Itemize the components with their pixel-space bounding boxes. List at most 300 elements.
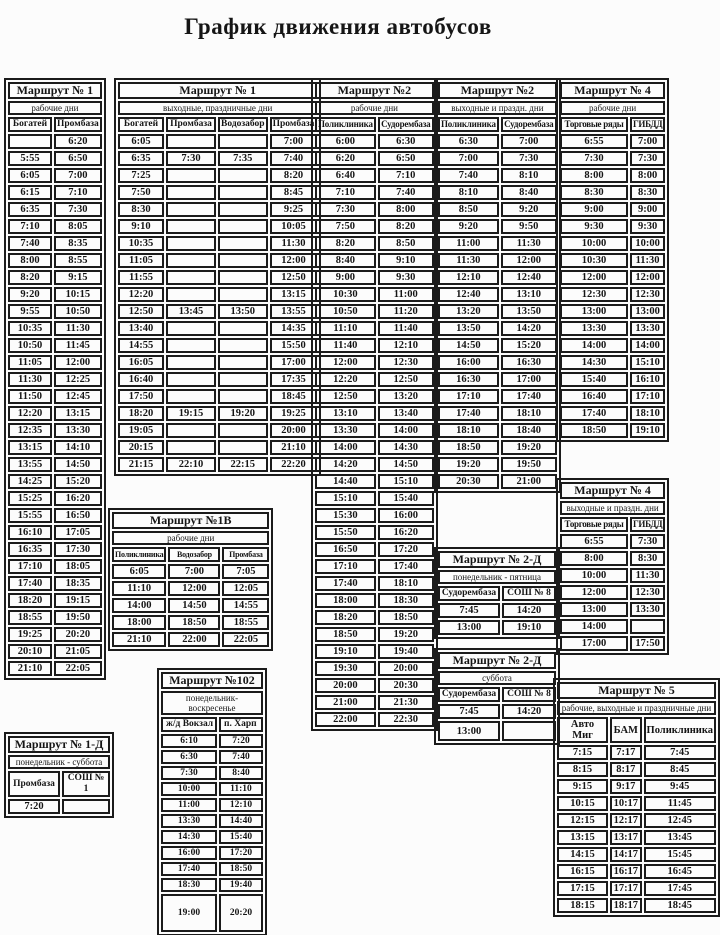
time-cell <box>166 134 216 149</box>
table-row <box>118 321 317 336</box>
table-row <box>315 457 434 472</box>
time-cell: 6:35 <box>118 151 164 166</box>
time-cell: 10:35 <box>8 321 52 336</box>
time-cell: 15:40 <box>378 491 434 506</box>
column-header: Поликлиника <box>112 547 166 562</box>
time-cell: 19:10 <box>502 620 556 635</box>
column-header: Поликлиника <box>438 117 499 132</box>
table-row <box>8 799 110 814</box>
time-cell: 11:10 <box>219 782 263 796</box>
time-cell: 12:00 <box>315 355 376 370</box>
time-cell: 8:00 <box>378 202 434 217</box>
time-cell <box>166 372 216 387</box>
time-cell <box>218 185 268 200</box>
time-cell: 14:20 <box>315 457 376 472</box>
table-row <box>8 593 102 608</box>
time-cell: 16:00 <box>438 355 499 370</box>
time-cell: 15:50 <box>315 525 376 540</box>
time-cell: 10:00 <box>560 568 628 583</box>
time-cell: 12:45 <box>54 389 102 404</box>
time-cell: 7:10 <box>378 168 434 183</box>
schedule-table <box>157 668 267 935</box>
table-row <box>560 568 665 583</box>
time-cell: 14:00 <box>315 440 376 455</box>
time-cell: 13:20 <box>438 304 499 319</box>
column-header: Торговые ряды <box>560 517 628 532</box>
time-cell: 20:20 <box>54 627 102 642</box>
time-cell: 7:45 <box>644 745 716 760</box>
time-cell: 13:10 <box>315 406 376 421</box>
column-header: Торговые ряды <box>560 117 628 132</box>
table-row <box>8 406 102 421</box>
table-row <box>118 270 317 285</box>
time-cell <box>218 219 268 234</box>
table-row <box>8 644 102 659</box>
time-cell: 18:45 <box>270 389 318 404</box>
time-cell: 8:35 <box>54 236 102 251</box>
table-row <box>8 423 102 438</box>
time-cell: 8:10 <box>501 168 557 183</box>
time-cell: 18:00 <box>315 593 376 608</box>
time-cell: 15:40 <box>219 830 263 844</box>
table-subtitle: рабочие, выходные и праздничные дни <box>557 701 716 715</box>
table-row <box>8 542 102 557</box>
schedule-table <box>311 78 438 731</box>
time-cell: 9:20 <box>8 287 52 302</box>
time-cell: 7:30 <box>501 151 557 166</box>
table-row <box>315 202 434 217</box>
table-subtitle-row <box>560 501 665 515</box>
time-cell: 8:00 <box>560 551 628 566</box>
time-cell: 16:35 <box>8 542 52 557</box>
table-row <box>118 236 317 251</box>
table-row <box>438 389 557 404</box>
table-row <box>315 644 434 659</box>
time-cell: 12:00 <box>560 585 628 600</box>
column-header: Богатей <box>118 117 164 132</box>
time-cell: 21:15 <box>118 457 164 472</box>
time-cell: 18:45 <box>644 898 716 913</box>
table-title: Маршрут № 1 <box>118 82 317 99</box>
time-cell: 16:45 <box>644 864 716 879</box>
time-cell: 8:10 <box>438 185 499 200</box>
table-header-row <box>315 117 434 132</box>
time-cell: 8:00 <box>560 168 628 183</box>
table-row <box>8 389 102 404</box>
column-header: Судорембаза <box>438 687 500 702</box>
table-title-row <box>8 736 110 753</box>
time-cell: 14:20 <box>501 321 557 336</box>
table-row <box>8 287 102 302</box>
table-subtitle-row <box>438 570 556 584</box>
table-row <box>560 202 665 217</box>
time-cell: 12:00 <box>630 270 665 285</box>
route-4-workdays-table <box>556 78 669 442</box>
time-cell: 7:00 <box>630 134 665 149</box>
time-cell <box>166 321 216 336</box>
time-cell: 17:35 <box>270 372 318 387</box>
time-cell <box>166 423 216 438</box>
column-header: ГИБДД <box>630 517 665 532</box>
column-header: Судорембаза <box>438 586 500 601</box>
table-row <box>315 627 434 642</box>
time-cell: 13:50 <box>438 321 499 336</box>
time-cell: 10:50 <box>54 304 102 319</box>
time-cell: 22:05 <box>222 632 269 647</box>
time-cell: 14:50 <box>438 338 499 353</box>
column-header: СОШ № 8 <box>502 687 556 702</box>
table-row <box>315 610 434 625</box>
table-row <box>8 525 102 540</box>
route-1-workdays-table <box>4 78 106 680</box>
column-header: ж/д Вокзал <box>161 717 217 732</box>
table-subtitle-row <box>438 101 557 115</box>
time-cell: 17:40 <box>8 576 52 591</box>
table-header-row <box>161 717 263 732</box>
time-cell: 13:45 <box>166 304 216 319</box>
table-row <box>118 185 317 200</box>
table-row <box>438 423 557 438</box>
time-cell: 17:00 <box>501 372 557 387</box>
time-cell: 12:00 <box>560 270 628 285</box>
time-cell: 10:15 <box>557 796 608 811</box>
table-row <box>315 304 434 319</box>
time-cell: 20:30 <box>378 678 434 693</box>
table-title-row <box>315 82 434 99</box>
route-2d-mon-fri-table <box>434 547 560 639</box>
time-cell: 13:00 <box>438 620 500 635</box>
time-cell: 8:40 <box>501 185 557 200</box>
table-subtitle: суббота <box>438 671 556 685</box>
table-row <box>8 440 102 455</box>
table-row <box>438 253 557 268</box>
time-cell: 14:50 <box>168 598 220 613</box>
time-cell: 12:50 <box>315 389 376 404</box>
time-cell: 14:50 <box>54 457 102 472</box>
table-row <box>438 270 557 285</box>
time-cell: 17:00 <box>270 355 318 370</box>
table-row <box>560 534 665 549</box>
time-cell: 7:10 <box>8 219 52 234</box>
table-row <box>118 287 317 302</box>
table-row <box>8 474 102 489</box>
time-cell: 18:10 <box>630 406 665 421</box>
time-cell: 13:00 <box>560 602 628 617</box>
table-row <box>315 406 434 421</box>
time-cell: 16:15 <box>557 864 608 879</box>
table-subtitle: рабочие дни <box>560 101 665 115</box>
time-cell: 7:30 <box>166 151 216 166</box>
table-row <box>438 372 557 387</box>
table-title: Маршрут № 1 <box>8 82 102 99</box>
column-header: ГИБДД <box>630 117 665 132</box>
table-title-row <box>560 82 665 99</box>
table-row <box>8 372 102 387</box>
table-subtitle-row <box>8 101 102 115</box>
table-row <box>315 712 434 727</box>
time-cell: 12:20 <box>315 372 376 387</box>
time-cell: 14:55 <box>118 338 164 353</box>
table-row <box>161 830 263 844</box>
time-cell: 13:00 <box>438 721 500 741</box>
time-cell: 13:17 <box>610 830 641 845</box>
route-1-weekend-table <box>114 78 321 476</box>
time-cell <box>218 355 268 370</box>
time-cell: 16:40 <box>560 389 628 404</box>
column-header: Авто Миг <box>557 717 608 743</box>
time-cell: 17:05 <box>54 525 102 540</box>
time-cell: 22:30 <box>378 712 434 727</box>
schedule-table <box>553 678 720 917</box>
time-cell: 6:05 <box>112 564 166 579</box>
route-1d-mon-sat-table <box>4 732 114 818</box>
table-title-row <box>557 682 716 699</box>
time-cell: 15:10 <box>630 355 665 370</box>
time-cell: 7:00 <box>438 151 499 166</box>
time-cell <box>218 270 268 285</box>
table-row <box>315 593 434 608</box>
table-title-row <box>118 82 317 99</box>
table-header-row <box>438 586 556 601</box>
table-row <box>161 878 263 892</box>
table-title: Маршрут № 2-Д <box>438 652 556 669</box>
table-subtitle: понедельник - пятница <box>438 570 556 584</box>
table-title-row <box>560 482 665 499</box>
time-cell <box>218 236 268 251</box>
time-cell: 11:30 <box>54 321 102 336</box>
time-cell: 8:20 <box>8 270 52 285</box>
table-row <box>315 661 434 676</box>
time-cell: 9:45 <box>644 779 716 794</box>
time-cell: 14:00 <box>630 338 665 353</box>
time-cell: 15:40 <box>560 372 628 387</box>
time-cell: 7:00 <box>270 134 318 149</box>
time-cell: 17:40 <box>161 862 217 876</box>
table-row <box>315 338 434 353</box>
table-row <box>315 372 434 387</box>
time-cell: 19:25 <box>270 406 318 421</box>
table-row <box>560 134 665 149</box>
route-4-weekend-table <box>556 478 669 655</box>
time-cell: 17:10 <box>438 389 499 404</box>
table-header-row <box>118 117 317 132</box>
time-cell: 12:20 <box>118 287 164 302</box>
column-header: СОШ № 1 <box>62 771 110 797</box>
time-cell: 12:30 <box>630 585 665 600</box>
table-row <box>118 457 317 472</box>
column-header: п. Харп <box>219 717 263 732</box>
time-cell: 17:40 <box>438 406 499 421</box>
time-cell: 12:30 <box>378 355 434 370</box>
time-cell: 13:30 <box>315 423 376 438</box>
time-cell: 22:00 <box>168 632 220 647</box>
table-row <box>560 551 665 566</box>
time-cell: 21:10 <box>112 632 166 647</box>
time-cell: 9:10 <box>118 219 164 234</box>
table-row <box>118 202 317 217</box>
time-cell: 8:30 <box>118 202 164 217</box>
time-cell: 8:17 <box>610 762 641 777</box>
time-cell: 12:10 <box>378 338 434 353</box>
time-cell: 13:40 <box>378 406 434 421</box>
time-cell: 21:30 <box>378 695 434 710</box>
table-row <box>161 846 263 860</box>
time-cell: 17:20 <box>219 846 263 860</box>
table-row <box>161 814 263 828</box>
table-header-row <box>8 771 110 797</box>
time-cell: 16:40 <box>118 372 164 387</box>
time-cell: 17:50 <box>118 389 164 404</box>
time-cell: 13:00 <box>560 304 628 319</box>
column-header: Водозабор <box>218 117 268 132</box>
table-row <box>8 236 102 251</box>
table-row <box>557 881 716 896</box>
table-row <box>118 372 317 387</box>
table-row <box>560 338 665 353</box>
time-cell: 6:00 <box>315 134 376 149</box>
time-cell: 7:30 <box>315 202 376 217</box>
time-cell: 21:05 <box>54 644 102 659</box>
time-cell: 11:00 <box>378 287 434 302</box>
table-row <box>8 559 102 574</box>
time-cell: 12:45 <box>644 813 716 828</box>
table-row <box>438 236 557 251</box>
route-2d-saturday-table <box>434 648 560 745</box>
time-cell: 12:25 <box>54 372 102 387</box>
time-cell: 8:50 <box>378 236 434 251</box>
table-subtitle-row <box>112 531 269 545</box>
table-row <box>438 721 556 741</box>
table-title-row <box>8 82 102 99</box>
schedule-table <box>108 508 273 651</box>
schedule-table <box>4 732 114 818</box>
time-cell: 12:17 <box>610 813 641 828</box>
time-cell: 11:30 <box>438 253 499 268</box>
time-cell: 8:45 <box>270 185 318 200</box>
table-row <box>8 168 102 183</box>
time-cell: 19:05 <box>118 423 164 438</box>
time-cell: 10:00 <box>161 782 217 796</box>
time-cell: 22:00 <box>315 712 376 727</box>
column-header: Водозабор <box>168 547 220 562</box>
table-row <box>8 151 102 166</box>
column-header: Промбаза <box>54 117 102 132</box>
time-cell: 12:30 <box>630 287 665 302</box>
table-row <box>557 762 716 777</box>
time-cell: 22:15 <box>218 457 268 472</box>
table-row <box>315 678 434 693</box>
time-cell: 7:35 <box>218 151 268 166</box>
time-cell: 6:20 <box>315 151 376 166</box>
time-cell: 19:50 <box>501 457 557 472</box>
table-row <box>8 202 102 217</box>
table-row <box>560 355 665 370</box>
table-row <box>8 508 102 523</box>
table-row <box>560 151 665 166</box>
time-cell: 6:30 <box>438 134 499 149</box>
time-cell: 6:05 <box>118 134 164 149</box>
time-cell <box>218 440 268 455</box>
time-cell: 13:50 <box>218 304 268 319</box>
time-cell: 17:40 <box>315 576 376 591</box>
table-header-row <box>557 717 716 743</box>
time-cell: 13:40 <box>118 321 164 336</box>
table-title: Маршрут №2 <box>315 82 434 99</box>
column-header: Промбаза <box>166 117 216 132</box>
time-cell: 19:15 <box>54 593 102 608</box>
time-cell: 16:05 <box>118 355 164 370</box>
time-cell: 10:50 <box>8 338 52 353</box>
time-cell: 20:00 <box>315 678 376 693</box>
time-cell <box>166 253 216 268</box>
time-cell: 9:00 <box>630 202 665 217</box>
time-cell: 18:55 <box>8 610 52 625</box>
time-cell: 16:20 <box>378 525 434 540</box>
schedule-table <box>434 78 561 493</box>
table-row <box>315 389 434 404</box>
time-cell <box>218 202 268 217</box>
time-cell: 16:00 <box>378 508 434 523</box>
table-row <box>8 491 102 506</box>
time-cell <box>166 202 216 217</box>
table-row <box>161 782 263 796</box>
table-title-row <box>112 512 269 529</box>
time-cell: 21:10 <box>270 440 318 455</box>
column-header: БАМ <box>610 717 641 743</box>
table-row <box>315 134 434 149</box>
time-cell: 11:30 <box>630 568 665 583</box>
table-row <box>8 219 102 234</box>
table-title: Маршрут №102 <box>161 672 263 689</box>
time-cell <box>218 389 268 404</box>
time-cell: 8:15 <box>557 762 608 777</box>
time-cell: 19:15 <box>166 406 216 421</box>
table-row <box>560 185 665 200</box>
table-row <box>438 338 557 353</box>
table-row <box>315 474 434 489</box>
time-cell: 19:20 <box>378 627 434 642</box>
table-title-row <box>438 551 556 568</box>
time-cell: 18:50 <box>378 610 434 625</box>
table-title: Маршрут № 1-Д <box>8 736 110 753</box>
time-cell: 8:55 <box>54 253 102 268</box>
time-cell: 13:55 <box>270 304 318 319</box>
table-header-row <box>438 117 557 132</box>
time-cell: 18:20 <box>8 593 52 608</box>
time-cell: 7:00 <box>501 134 557 149</box>
table-row <box>315 508 434 523</box>
time-cell: 10:15 <box>54 287 102 302</box>
table-row <box>315 559 434 574</box>
column-header: Богатей <box>8 117 52 132</box>
table-title: Маршрут № 2-Д <box>438 551 556 568</box>
table-row <box>315 253 434 268</box>
time-cell: 8:50 <box>438 202 499 217</box>
table-row <box>438 355 557 370</box>
time-cell: 6:30 <box>378 134 434 149</box>
route-5-all-days-table <box>553 678 720 917</box>
table-row <box>438 287 557 302</box>
table-subtitle-row <box>560 101 665 115</box>
table-row <box>438 134 557 149</box>
time-cell: 17:15 <box>557 881 608 896</box>
time-cell: 17:45 <box>644 881 716 896</box>
time-cell: 16:30 <box>438 372 499 387</box>
time-cell: 7:40 <box>270 151 318 166</box>
time-cell: 11:30 <box>501 236 557 251</box>
time-cell: 13:15 <box>270 287 318 302</box>
time-cell: 6:50 <box>54 151 102 166</box>
